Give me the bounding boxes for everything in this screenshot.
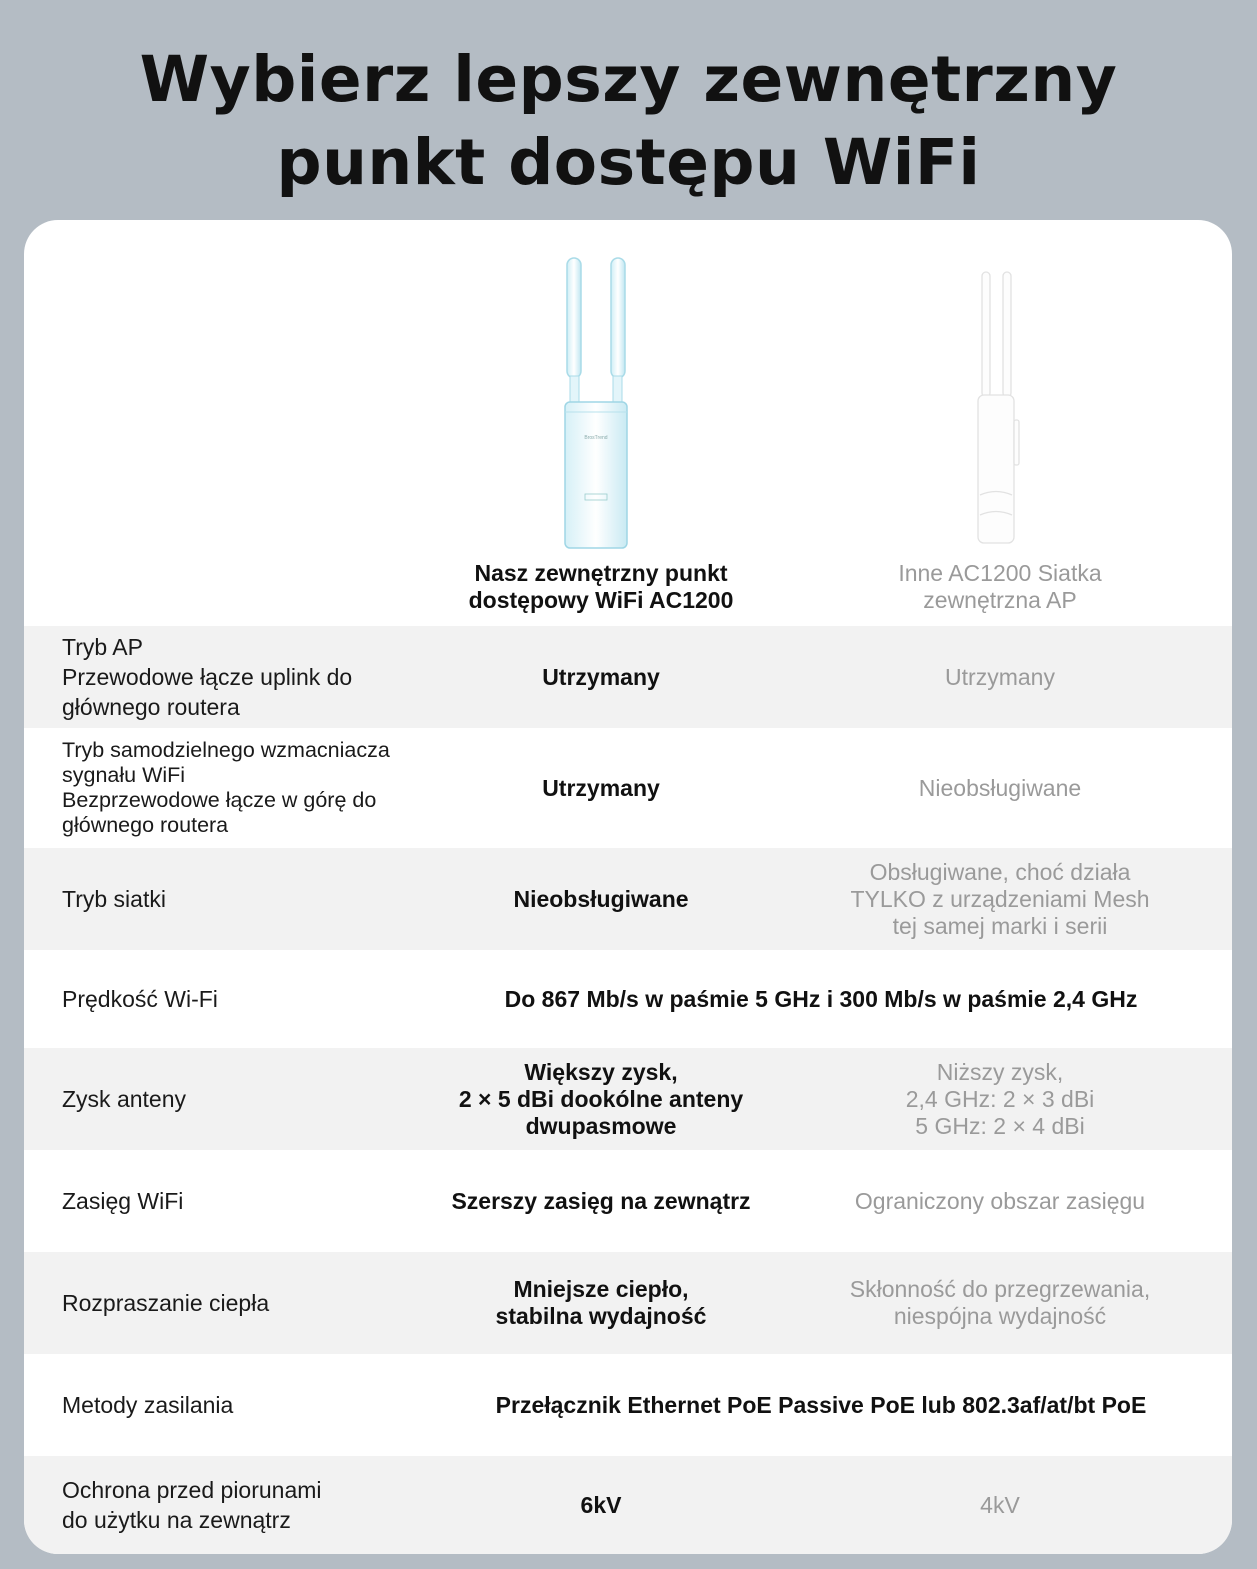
product-header: [24, 220, 1232, 626]
shared-value-text: Do 867 Mb/s w paśmie 5 GHz i 300 Mb/s w paśmie 2,4 GHz: [504, 985, 1138, 1012]
other-value-text: Nieobsługiwane: [918, 774, 1082, 801]
feature-line: Tryb siatki: [62, 886, 166, 912]
our-value-text: Nieobsługiwane: [513, 885, 689, 912]
feature-line: sygnału WiFi: [62, 763, 186, 787]
shared-value: [421, 1354, 1221, 1456]
our-value: [421, 1048, 781, 1150]
brand-label: BrosTrend: [584, 435, 608, 441]
feature-label: [62, 728, 442, 848]
other-value: [820, 1456, 1180, 1554]
our-value-text: dwupasmowe: [525, 1112, 677, 1139]
feature-line: Tryb samodzielnego wzmacniacza: [62, 738, 390, 762]
our-value: [421, 1150, 781, 1252]
feature-line: Zasięg WiFi: [62, 1188, 184, 1214]
row-lightning-protection: [24, 1456, 1232, 1554]
other-value: [820, 626, 1180, 728]
our-header-line: Nasz zewnętrzny punkt: [474, 560, 728, 586]
feature-line: Ochrona przed piorunami: [62, 1477, 322, 1503]
comparison-card: [24, 220, 1232, 1554]
other-header-line: Inne AC1200 Siatka: [898, 560, 1102, 586]
feature-line: Tryb AP: [62, 634, 143, 660]
headline-line-1: Wybierz lepszy zewnętrzny: [139, 43, 1118, 116]
shared-value-text: Przełącznik Ethernet PoE Passive PoE lub 802.3af/at/bt PoE: [495, 1391, 1147, 1418]
feature-label: [62, 1252, 442, 1354]
shared-value: [421, 950, 1221, 1048]
other-product-column-header: [820, 560, 1180, 614]
feature-line: Metody zasilania: [62, 1392, 234, 1418]
other-header-line: zewnętrzna AP: [923, 587, 1077, 613]
other-value: [820, 848, 1180, 950]
feature-label: [62, 626, 442, 728]
feature-line: Rozpraszanie ciepła: [62, 1290, 270, 1316]
feature-label: [62, 1456, 442, 1554]
our-value-text: Większy zysk,: [524, 1058, 678, 1085]
other-value-text: 4kV: [980, 1491, 1020, 1518]
our-value-text: 2 × 5 dBi dookólne anteny: [458, 1085, 744, 1112]
row-antenna-gain: [24, 1048, 1232, 1150]
row-mesh-mode: [24, 848, 1232, 950]
feature-line: do użytku na zewnątrz: [62, 1507, 291, 1533]
feature-label: [62, 1354, 442, 1456]
feature-line: Prędkość Wi-Fi: [62, 986, 218, 1012]
row-ap-mode: [24, 626, 1232, 728]
our-value-text: Utrzymany: [542, 774, 660, 801]
other-value-text: Obsługiwane, choć działa: [869, 858, 1131, 885]
other-value-text: TYLKO z urządzeniami Mesh: [850, 885, 1150, 912]
our-value: [421, 626, 781, 728]
other-value-text: Niższy zysk,: [936, 1058, 1064, 1085]
row-power-methods: [24, 1354, 1232, 1456]
our-value: [421, 1252, 781, 1354]
our-value: [421, 848, 781, 950]
other-value: [820, 1048, 1180, 1150]
our-value-text: Mniejsze ciepło,: [513, 1276, 689, 1302]
feature-label: [62, 1048, 442, 1150]
headline-line-2: punkt dostępu WiFi: [276, 126, 981, 199]
other-value: [820, 1252, 1180, 1354]
our-product-column-header: [421, 560, 781, 614]
row-wifi-speed: [24, 950, 1232, 1048]
our-value-text: Szerszy zasięg na zewnątrz: [451, 1187, 751, 1214]
feature-label: [62, 1150, 442, 1216]
other-value: [820, 728, 1180, 848]
page-headline: [0, 38, 1257, 204]
our-value-text: stabilna wydajność: [495, 1303, 707, 1329]
other-value-text: 5 GHz: 2 × 4 dBi: [915, 1112, 1085, 1139]
feature-line: Bezprzewodowe łącze w górę do: [62, 788, 377, 812]
other-value: [820, 1150, 1180, 1252]
feature-label: [62, 848, 442, 950]
other-value-text: tej samej marki i serii: [892, 912, 1108, 939]
other-value-text: Skłonność do przegrzewania,: [849, 1276, 1151, 1302]
our-value: [421, 1456, 781, 1554]
row-repeater-mode: [24, 728, 1232, 848]
our-access-point-image: [561, 256, 641, 550]
row-wifi-range: [24, 1150, 1232, 1252]
row-heat-dissipation: [24, 1252, 1232, 1354]
feature-label: [62, 950, 442, 1048]
other-value-text: niespójna wydajność: [893, 1303, 1107, 1329]
feature-line: głównego routera: [62, 694, 240, 720]
our-header-line: dostępowy WiFi AC1200: [468, 587, 734, 613]
other-access-point-image: [974, 270, 1024, 545]
our-value-text: Utrzymany: [542, 663, 660, 690]
feature-line: głównego routera: [62, 813, 229, 837]
feature-line: Przewodowe łącze uplink do: [62, 664, 353, 690]
other-value-text: Ograniczony obszar zasięgu: [854, 1187, 1146, 1214]
our-value-text: 6kV: [580, 1491, 622, 1518]
other-value-text: Utrzymany: [945, 663, 1055, 690]
our-value: [421, 728, 781, 848]
other-value-text: 2,4 GHz: 2 × 3 dBi: [905, 1085, 1095, 1112]
feature-line: Zysk anteny: [62, 1086, 186, 1112]
